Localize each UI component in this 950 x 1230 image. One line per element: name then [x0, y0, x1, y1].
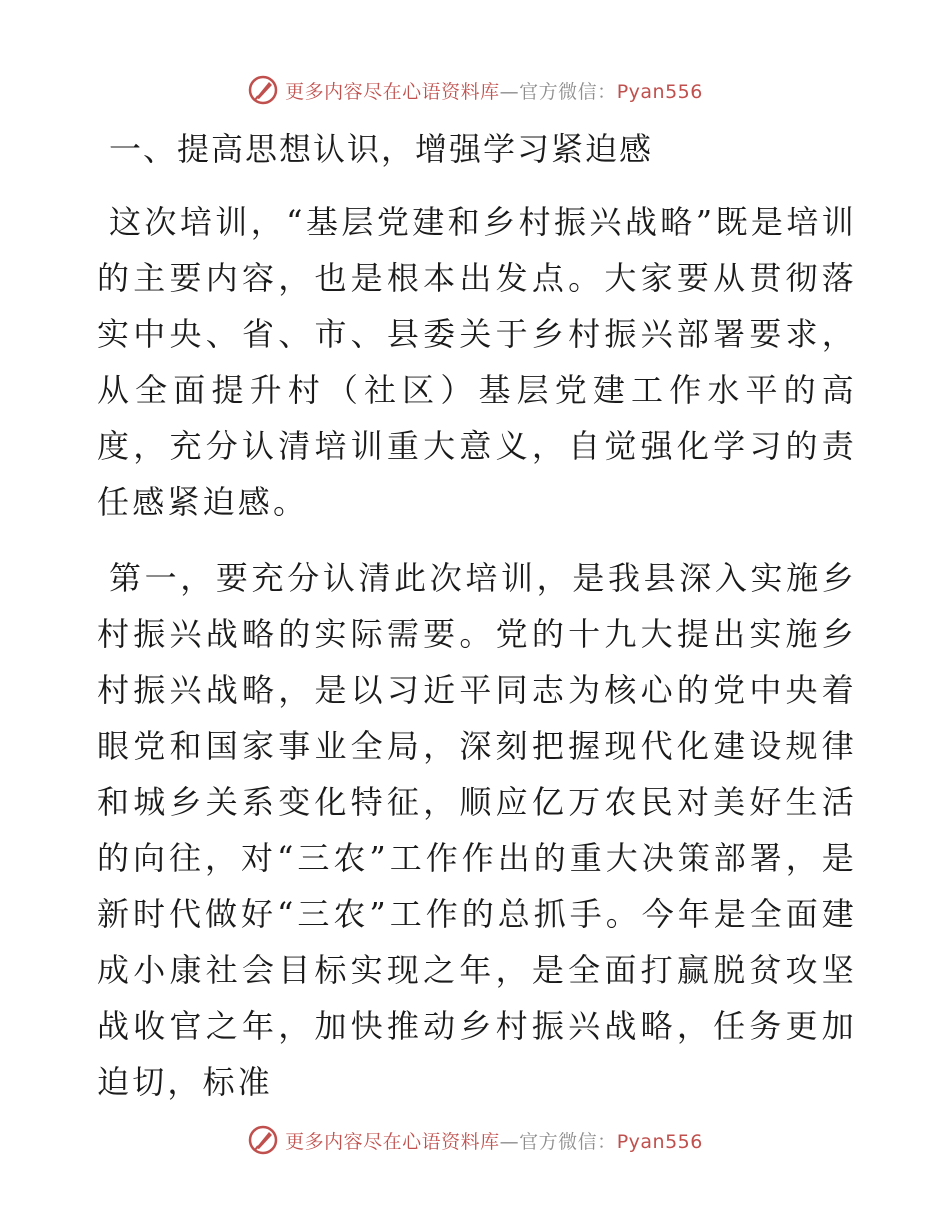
document-body: [97, 124, 857, 1110]
watermark-official-label: 官方微信：: [519, 80, 617, 103]
feather-pen-logo-icon: [247, 1124, 279, 1156]
watermark-official-label: 官方微信：: [519, 1130, 617, 1153]
watermark-text: [285, 1127, 703, 1154]
header-watermark: [0, 70, 950, 110]
feather-pen-logo-icon: [247, 74, 279, 106]
watermark-separator: —: [499, 80, 520, 103]
paragraph-2: 第一，要充分认清此次培训，是我县深入实施乡村振兴战略的实际需要。党的十九大提出实施乡村振兴战略，是以习近平同志为核心的党中央着眼党和国家事业全局，深刻把握现代化建设规律和城乡关系变化特征，顺应亿万农民对美好生活的向往，对“三农”工作作出的重大决策部署，是新时代做好“三农”工作的总抓手。今年是全面建成小康社会目标实现之年，是全面打赢脱贫攻坚战收官之年，加快推动乡村振兴战略，任务更加迫切，标准: [97, 559, 857, 1101]
watermark-separator: —: [499, 1130, 520, 1153]
watermark-brand: 更多内容尽在心语资料库: [285, 1130, 500, 1153]
watermark-handle: Pyan556: [616, 1130, 703, 1153]
watermark-brand: 更多内容尽在心语资料库: [285, 80, 500, 103]
paragraph-1: 这次培训，“基层党建和乡村振兴战略”既是培训的主要内容，也是根本出发点。大家要从贯彻落实中央、省、市、县委关于乡村振兴部署要求，从全面提升村（社区）基层党建工作水平的高度，充分认清培训重大意义，自觉强化学习的责任感紧迫感。: [97, 203, 857, 521]
section-heading: 一、提高思想认识，增强学习紧迫感: [109, 130, 654, 168]
watermark-text: [285, 77, 703, 104]
watermark-handle: Pyan556: [616, 80, 703, 103]
footer-watermark: [0, 1120, 950, 1160]
